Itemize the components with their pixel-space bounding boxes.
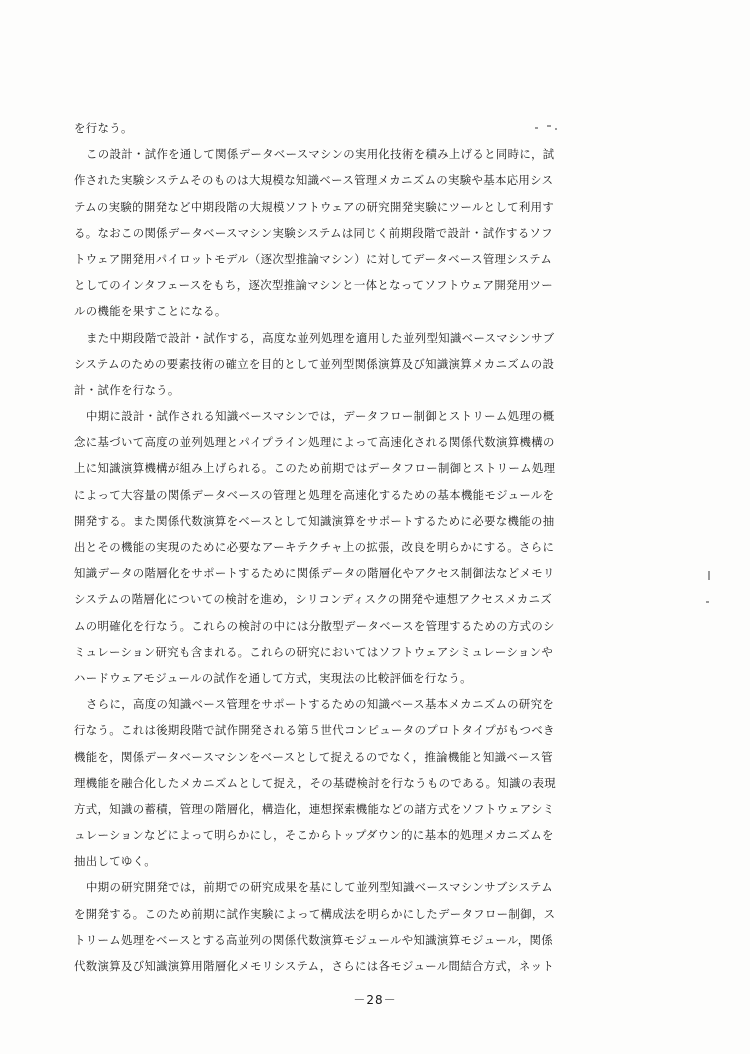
text-line: 理機能を融合化したメカニズムとして捉え，その基礎検討を行なうものである。知識の表現 <box>74 775 557 790</box>
text-line: ルの機能を果すことになる。 <box>74 304 227 319</box>
text-line: 機能を，関係データベースマシンをベースとして捉えるのでなく，推論機能と知識ベース管 <box>74 749 553 764</box>
text-line: によって大容量の関係データベースの管理と処理を高速化するための基本機能モジュールを <box>74 487 555 502</box>
text-line: トウェア開発用パイロットモデル（逐次型推論マシン）に対してデータベース管理システム <box>74 251 553 266</box>
text-line: 開発する。また関係代数演算をベースとして知識演算をサポートするために必要な機能の抽 <box>74 513 555 528</box>
text-line: 作された実験システムそのものは大規模な知識ベース管理メカニズムの実験や基本応用シス <box>74 173 554 188</box>
text-line: ムの明確化を行なう。これらの検討の中には分散型データベースを管理するための方式のシ <box>74 618 555 633</box>
text-line: 知識データの階層化をサポートするために関係データの階層化やアクセス制御法などメモリ <box>74 566 555 581</box>
text-line: 方式，知識の蓄積，管理の階層化，構造化，連想探索機能などの諸方式をソフトウェアシミ <box>74 801 555 816</box>
text-line: る。なおこの関係データベースマシン実験システムは同じく前期段階で設計・試作するソフ <box>74 225 553 240</box>
text-line: 行なう。これは後期段階で試作開発される第５世代コンピュータのプロトタイプがもつべき <box>74 723 555 738</box>
text-line: を開発する。このため前期に試作実験によって構成法を明らかにしたデータフロー制御，ス <box>74 906 556 921</box>
text-line: 上に知識演算機構が組み上げられる。このため前期ではデータフロー制御とストリーム処理 <box>74 461 556 476</box>
text-line: 中期に設計・試作される知識ベースマシンでは，データフロー制御とストリーム処理の概 <box>86 409 555 424</box>
scan-speck <box>706 601 709 603</box>
page-number: －28－ <box>353 993 397 1007</box>
text-line: さらに，高度の知識ベース管理をサポートするための知識ベース基本メカニズムの研究を <box>86 697 555 712</box>
text-line: としてのインタフェースをもち，逐次型推論マシンと一体となってソフトウェア開発用ツー <box>74 278 554 293</box>
text-line: を行なう。 <box>74 121 133 135</box>
text-line: 計・試作を行なう。 <box>74 382 180 397</box>
text-line: トリーム処理をベースとする高並列の関係代数演算モジュールや知識演算モジュール，関係 <box>74 932 553 947</box>
text-line: ュレーションなどによって明らかにし，そこからトップダウン的に基本的処理メカニズムを <box>74 828 554 843</box>
text-line: 念に基づいて高度の並列処理とパイプライン処理によって高速化される関係代数演算機構の <box>74 435 555 450</box>
text-line: また中期段階で設計・試作する，高度な並列処理を適用した並列型知識ベースマシンサブ <box>86 330 555 345</box>
text-line: 抽出してゆく。 <box>74 854 156 869</box>
scan-speck <box>708 571 710 580</box>
text-line: システムのための要素技術の確立を目的として並列型関係演算及び知識演算メカニズムの設 <box>74 356 555 371</box>
text-line: 出とその機能の実現のために必要なアーキテクチャ上の拡張，改良を明らかにする。さらに <box>74 540 555 554</box>
text-line: 代数演算及び知識演算用階層化メモリシステム，さらには各モジュール間結合方式，ネット <box>74 959 555 973</box>
text-line: テムの実験的開発など中期段階の大規模ソフトウェアの研究開発実験にツールとして利用す <box>74 199 555 214</box>
text-line: ミュレーション研究も含まれる。これらの研究においてはソフトウェアシミュレーションや <box>74 644 554 659</box>
text-line: この設計・試作を通して関係データベースマシンの実用化技術を積み上げると同時に，試 <box>86 147 555 162</box>
text-line: 中期の研究開発では，前期での研究成果を基にして並列型知識ベースマシンサブシステム <box>86 880 553 895</box>
text-line: ハードウェアモジュールの試作を通して方式，実現法の比較評価を行なう。 <box>74 670 472 685</box>
text-line: システムの階層化についての検討を進め，シリコンディスクの開発や連想アクセスメカニズ <box>74 592 553 607</box>
body-text <box>74 115 644 979</box>
